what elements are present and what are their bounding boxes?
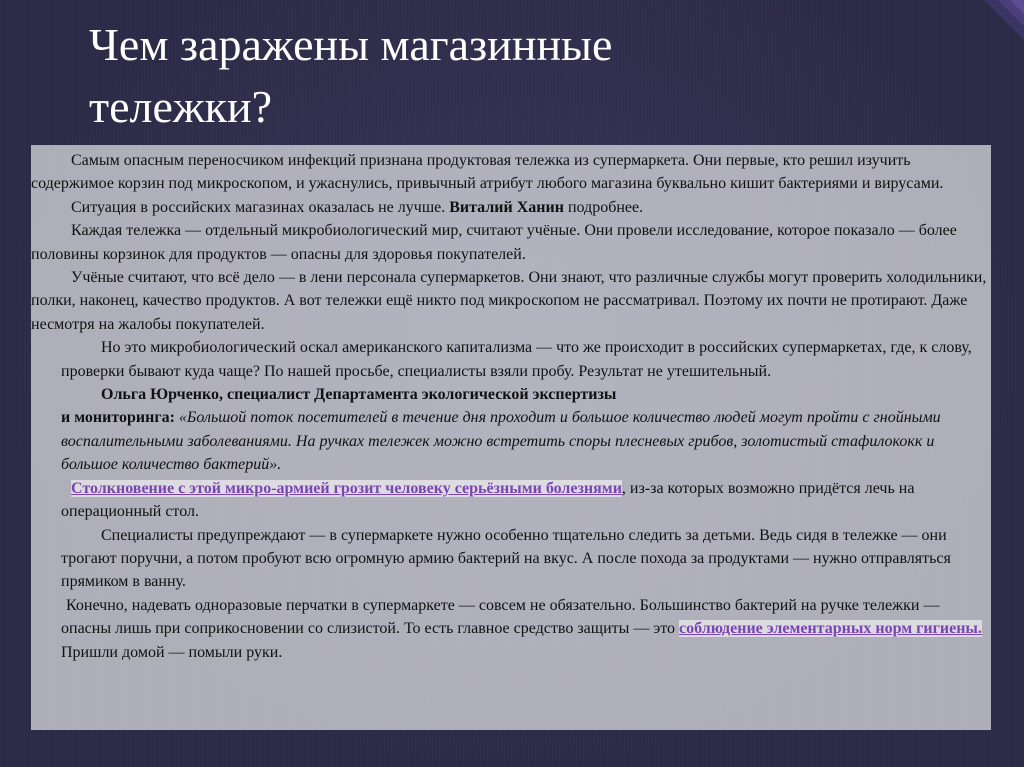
paragraph-8: Специалисты предупреждают — в супермаркете нужно особенно тщательно следить за детьми. Ведь сидя в тележке — они трогают поручни, а потом пробуют всю огромную армию бактерий на вкус. А после похода за продуктами — нужно отправляться прямиком в ванну.	[61, 526, 951, 591]
slide-title-line-1: Чем заражены магазинные	[89, 19, 613, 70]
slide-title	[89, 14, 889, 138]
author-name: Виталий Ханин	[449, 198, 564, 216]
paragraph-6	[31, 383, 991, 477]
paragraph-1: Самым опасным переносчиком инфекций признана продуктовая тележка из супермаркета. Они первые, кто решил изучить содержимое корзин под микроскопом, и ужаснулись, привычный атрибут любого магазина буквально кишит бактериями и вирусами.	[31, 152, 944, 193]
expert-name-continued: и мониторинга:	[61, 409, 179, 427]
expert-name: Ольга Юрченко, специалист Департамента экологической экспертизы	[101, 386, 617, 404]
hygiene-link[interactable]: соблюдение элементарных норм гигиены.	[679, 620, 982, 638]
paragraph-3: Каждая тележка — отдельный микробиологический мир, считают учёные. Они провели исследование, которое показало — более половины корзинок для продуктов — опасны для здоровья покупателей.	[31, 222, 957, 263]
slide-title-line-2: тележки?	[89, 81, 273, 132]
paragraph-5: Но это микробиологический оскал американского капитализма — что же происходит в российских супермаркетах, где, к слову, проверки бывают куда чаще? По нашей просьбе, специалисты взяли пробу. Результат не утешительный.	[61, 339, 972, 380]
paragraph-2-text-a: Ситуация в российских магазинах оказалась не лучше.	[71, 198, 450, 216]
expert-quote: «Большой поток посетителей в течение дня проходит и большое количество людей могут пройти с гнойными воспалительными заболеваниями. На ручках тележек можно встретить споры плесневых грибов, золотистый стафилококк и большое количество бактерий».	[61, 409, 941, 474]
paragraph-9	[31, 594, 991, 664]
corner-ornament-icon	[954, 0, 1024, 70]
diseases-link[interactable]: Столкновение с этой микро-армией грозит человеку серьёзными болезнями	[71, 479, 622, 497]
paragraph-7	[31, 477, 991, 524]
paragraph-9-text-a: Конечно, надевать одноразовые перчатки в супермаркете — совсем не обязательно. Большинство бактерий на ручке тележки — опасны лишь при соприкосновении со слизистой. То есть главное средство защиты — это	[61, 596, 940, 638]
paragraph-4: Учёные считают, что всё дело — в лени персонала супермаркетов. Они знают, что различные службы могут проверить холодильники, полки, наконец, качество продуктов. А вот тележки ещё никто под микроскопом не рассматривал. Поэтому их почти не протирают. Даже несмотря на жалобы покупателей.	[31, 269, 987, 333]
content-text	[31, 149, 991, 664]
paragraph-2-text-c: подробнее.	[563, 198, 644, 216]
paragraph-2	[31, 196, 991, 219]
paragraph-7-text: , из-за которых возможно придётся лечь на операционный стол.	[61, 479, 915, 521]
paragraph-9-text-b: Пришли домой — помыли руки.	[61, 643, 283, 661]
